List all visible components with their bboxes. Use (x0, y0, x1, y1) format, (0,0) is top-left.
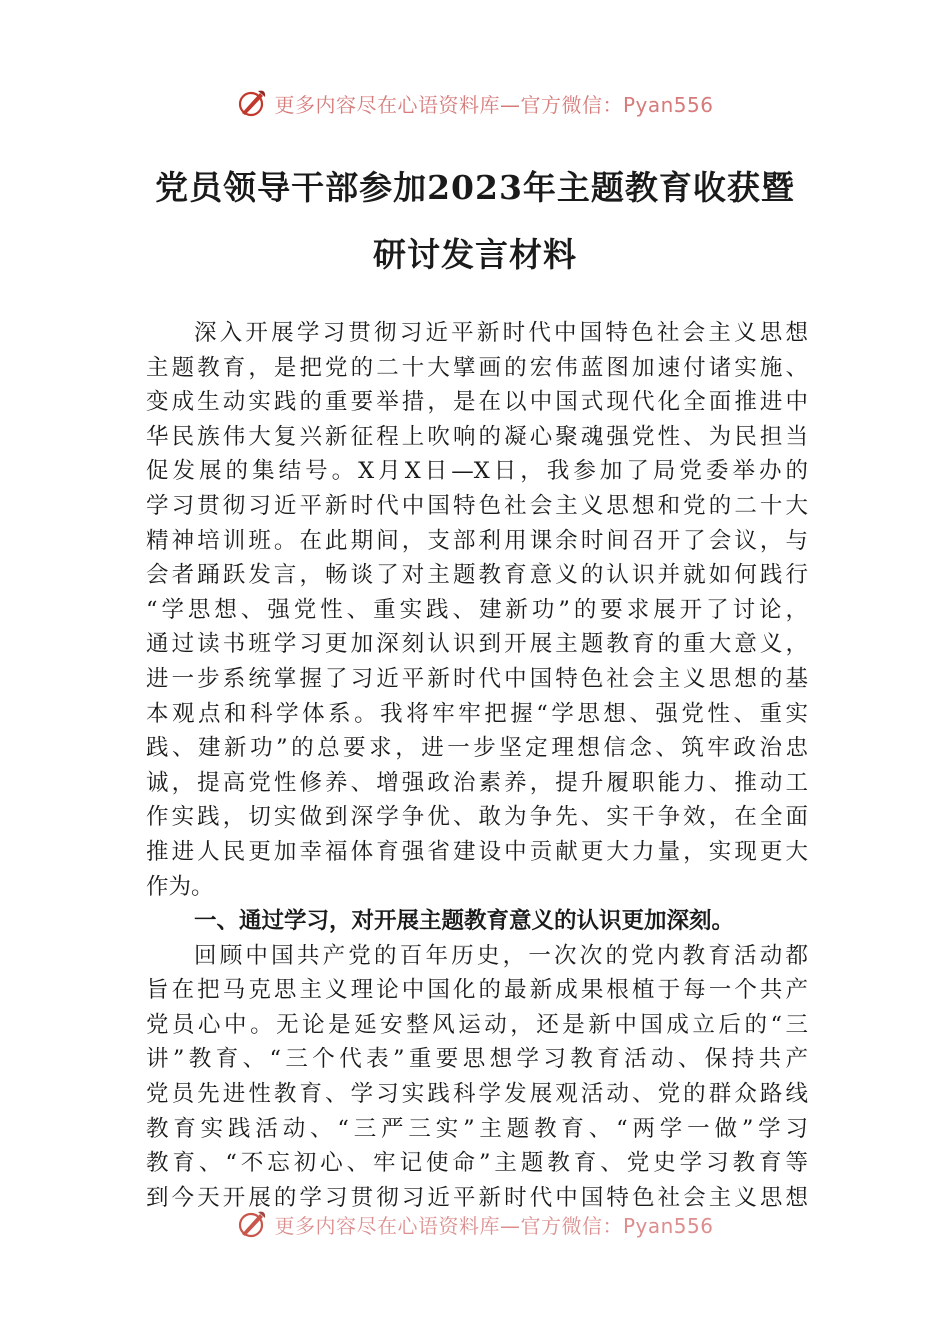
text-line: 教育、“不忘初心、牢记使命”主题教育、党史学习教育等 (146, 1150, 808, 1177)
text-line: 旨在把马克思主义理论中国化的最新成果根植于每一个共产 (146, 977, 808, 1004)
watermark-header (0, 81, 950, 125)
text-line: 教育实践活动、“三严三实”主题教育、“两学一做”学习 (146, 1115, 808, 1142)
text-line: 本观点和科学体系。我将牢牢把握“学思想、强党性、重实 (146, 700, 808, 727)
quill-pen-logo-icon (236, 87, 268, 119)
watermark-footer (0, 1202, 950, 1246)
watermark-text: 更多内容尽在心语资料库—官方微信：Pyan556 (274, 1213, 714, 1238)
text-line: 诚，提高党性修养、增强政治素养，提升履职能力、推动工 (146, 769, 808, 796)
section-heading-1: 一、通过学习，对开展主题教育意义的认识更加深刻。 (194, 908, 735, 935)
text-line: 回顾中国共产党的百年历史，一次次的党内教育活动都 (194, 942, 808, 969)
text-line: 党员心中。无论是延安整风运动，还是新中国成立后的“三 (146, 1011, 808, 1038)
text-line: 到今天开展的学习贯彻习近平新时代中国特色社会主义思想 (146, 1184, 808, 1211)
text-line: 华民族伟大复兴新征程上吹响的凝心聚魂强党性、为民担当 (146, 423, 808, 450)
text-line: 主题教育，是把党的二十大擘画的宏伟蓝图加速付诸实施、 (146, 354, 808, 381)
watermark-text: 更多内容尽在心语资料库—官方微信：Pyan556 (274, 92, 714, 117)
text-line: 通过读书班学习更加深刻认识到开展主题教育的重大意义， (146, 631, 808, 658)
document-title-line-2: 研讨发言材料 (373, 235, 577, 274)
quill-pen-logo-icon (236, 1208, 268, 1240)
text-line: 党员先进性教育、学习实践科学发展观活动、党的群众路线 (146, 1081, 808, 1108)
text-line: 深入开展学习贯彻习近平新时代中国特色社会主义思想 (194, 320, 808, 346)
document-body (146, 316, 808, 1215)
text-line: 推进人民更加幸福体育强省建设中贡献更大力量，实现更大 (146, 838, 808, 865)
document-title-line-1: 党员领导干部参加2023年主题教育收获暨 (155, 168, 795, 207)
text-line: 会者踊跃发言，畅谈了对主题教育意义的认识并就如何践行 (146, 562, 808, 589)
paragraph-intro (146, 316, 808, 904)
text-line: 进一步系统掌握了习近平新时代中国特色社会主义思想的基 (146, 665, 808, 692)
text-line: 促发展的集结号。X月X日—X日，我参加了局党委举办的 (146, 458, 808, 485)
text-line: 作实践，切实做到深学争优、敢为争先、实干争效，在全面 (146, 804, 808, 831)
text-line: 践、建新功”的总要求，进一步坚定理想信念、筑牢政治忠 (146, 735, 808, 762)
paragraph-history (146, 939, 808, 1216)
text-line: 作为。 (146, 873, 214, 900)
text-line: 精神培训班。在此期间，支部利用课余时间召开了会议，与 (146, 527, 808, 554)
text-line: 学习贯彻习近平新时代中国特色社会主义思想和党的二十大 (146, 492, 808, 519)
text-line: “学思想、强党性、重实践、建新功”的要求展开了讨论， (146, 596, 808, 623)
text-line: 变成生动实践的重要举措，是在以中国式现代化全面推进中 (146, 389, 808, 416)
text-line: 讲”教育、“三个代表”重要思想学习教育活动、保持共产 (146, 1046, 808, 1073)
